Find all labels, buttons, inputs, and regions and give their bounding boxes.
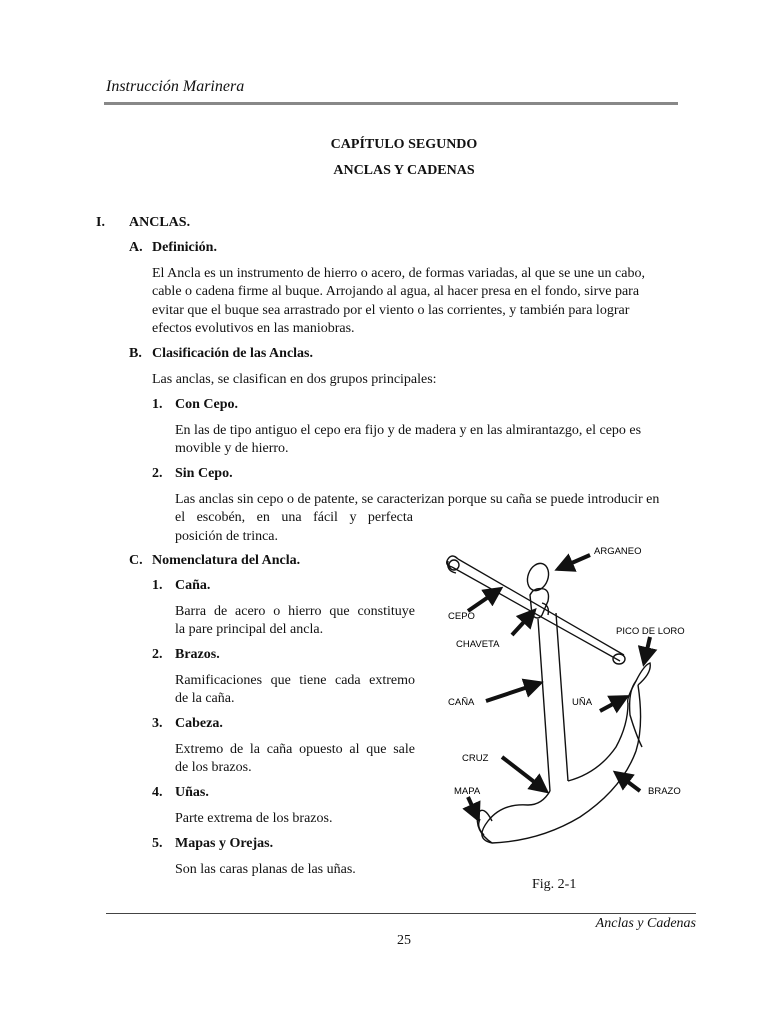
text-line: El Ancla es un instrumento de hierro o acero, de formas variadas, al que se une un cabo, [152,266,645,281]
text-line: Barra de acero o hierro que constituye [175,604,415,619]
text-line: Ramificaciones que tiene cada extremo [175,673,415,688]
label-pico-de-loro: PICO DE LORO [616,626,685,637]
mapas-definition: Son las caras planas de las uñas. [175,862,356,877]
item-title: Cabeza. [175,716,223,731]
arrow-chaveta [512,611,534,635]
label-arganeo: ARGANEO [594,546,642,557]
text-line: posición de trinca. [175,528,279,544]
brazos-definition [175,672,415,709]
arrow-cruz [502,757,546,791]
item-number: 5. [152,836,163,851]
subsection-c-label: C. [129,553,143,568]
item-number: 4. [152,785,163,800]
section-number: I. [96,215,105,230]
label-arrows [468,555,650,819]
subsection-a-label: A. [129,240,143,255]
item-title: Brazos. [175,647,220,662]
item-number: 3. [152,716,163,731]
item-title: Con Cepo. [175,397,239,412]
text-line: cable o cadena firme al buque. Arrojando al agua, al hacer presa en el fondo, sirve para [152,284,640,300]
chapter-number: CAPÍTULO SEGUNDO [330,137,478,152]
arrow-una [600,697,626,711]
item-number: 1. [152,578,163,593]
arrow-arganeo [558,555,590,569]
unas-definition: Parte extrema de los brazos. [175,811,333,826]
subsection-b-label: B. [129,346,142,361]
item-number: 1. [152,397,163,412]
item-number: 2. [152,647,163,662]
text-line: movible y de hierro. [175,441,289,457]
arrow-cana [486,683,540,701]
running-footer: Anclas y Cadenas [595,916,696,931]
text-line: el escobén, en una fácil y perfecta [175,510,413,526]
subsection-c-title: Nomenclatura del Ancla. [152,553,301,568]
label-mapa: MAPA [454,786,481,797]
arrow-pico-de-loro [644,637,650,663]
label-cruz: CRUZ [462,753,489,764]
item-title: Mapas y Orejas. [175,836,274,851]
text-line: la pare principal del ancla. [175,622,324,638]
item-number: 2. [152,466,163,481]
chapter-title: ANCLAS Y CADENAS [333,163,475,178]
arrow-brazo [616,773,640,791]
text-line: de la caña. [175,691,235,707]
arrow-cepo [468,589,500,611]
label-una: UÑA [572,697,593,708]
con-cepo-paragraph [175,422,697,459]
text-line: de los brazos. [175,760,252,776]
header-rule [104,102,678,105]
label-chaveta: CHAVETA [456,639,500,650]
cabeza-definition [175,741,415,778]
page-number: 25 [397,933,411,948]
definition-paragraph [152,265,697,339]
subsection-a-title: Definición. [152,240,217,255]
cana-definition [175,603,415,640]
arrow-mapa [468,797,478,819]
label-cana: CAÑA [448,697,475,708]
text-line: evitar que el buque sea arrastrado por el viento o las corrientes, y también para lograr [152,302,630,318]
item-title: Sin Cepo. [175,466,233,481]
label-cepo: CEPO [448,611,475,622]
subsection-b-title: Clasificación de las Anclas. [152,346,314,361]
classification-intro: Las anclas, se clasifican en dos grupos principales: [152,372,437,387]
anchor-figure [430,535,720,875]
item-title: Caña. [175,578,211,593]
text-line: En las de tipo antiguo el cepo era fijo y de madera y en las almirantazgo, el cepo es [175,423,642,438]
running-header: Instrucción Marinera [106,78,245,95]
label-brazo: BRAZO [648,786,681,797]
figure-caption: Fig. 2-1 [532,877,577,892]
footer-rule [106,913,696,914]
text-line: Extremo de la caña opuesto al que sale [175,742,415,757]
section-title: ANCLAS. [129,215,191,230]
text-line: Las anclas sin cepo o de patente, se caracterizan porque su caña se puede introducir en [175,492,660,507]
text-line: efectos evolutivos en las maniobras. [152,321,355,337]
item-title: Uñas. [175,785,209,800]
